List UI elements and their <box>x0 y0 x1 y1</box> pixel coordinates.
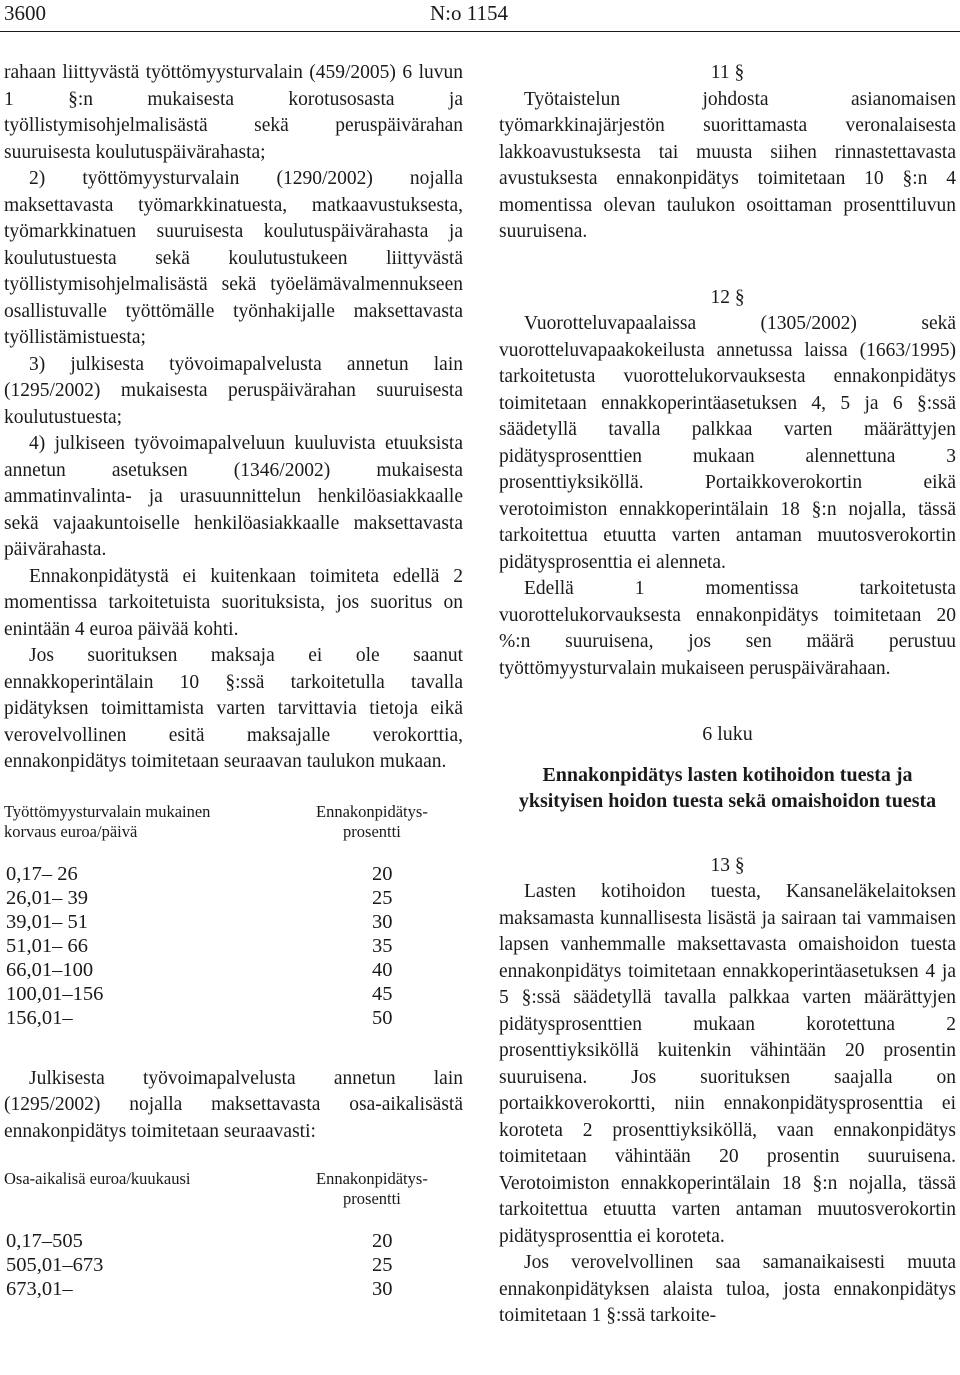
spacer <box>499 748 956 762</box>
table-header-text: Ennakonpidätys- <box>316 1169 428 1188</box>
table-header-left <box>4 1169 190 1189</box>
table-row <box>4 934 463 958</box>
table-header-right <box>316 802 428 842</box>
withholding-table-daily <box>4 802 463 850</box>
issue-number: N:o 1154 <box>430 1 508 25</box>
paragraph: Työtaistelun johdosta asianomaisen työmarkkinajärjestön suorittamasta veronalaisesta lakkoavustuksesta tai muusta siihen rinnastettavasta avustuksesta ennakonpidätys toimitetaan 10 §:n 4 momentissa olevan taulukon osoittaman prosenttiluvun suuruisena. <box>499 88 956 242</box>
percent-cell: 45 <box>372 982 393 1005</box>
right-column <box>499 60 956 1330</box>
percent-cell: 30 <box>372 910 393 933</box>
range-cell: 505,01–673 <box>6 1254 104 1276</box>
percent-cell: 50 <box>372 1006 393 1029</box>
paragraph: rahaan liittyvästä työttömyysturvalain (459/2005) 6 luvun 1 §:n mukaisesta korotusosasta ja työllistymisohjelmalisästä sekä peruspäivärahan suuruisesta koulutuspäivärahasta; <box>4 62 463 163</box>
section-heading: 12 § <box>710 286 745 308</box>
table-header-text: prosentti <box>343 1189 401 1208</box>
table-row <box>4 862 463 886</box>
spacer <box>499 814 956 853</box>
section-heading: 11 § <box>710 62 745 83</box>
table-row <box>4 958 463 982</box>
paragraph: Edellä 1 momentissa tarkoitetusta vuorottelukorvauksesta ennakonpidätys toimitetaan 20 %:n suuruisena, jos sen määrä perustuu työttömyysturvalain mukaiseen peruspäivärahaan. <box>499 578 956 679</box>
range-cell: 0,17–505 <box>6 1230 83 1252</box>
chapter-title: Ennakonpidätys lasten kotihoidon tuesta ja yksityisen hoidon tuesta sekä omaishoidon tuesta <box>518 763 937 812</box>
range-cell: 51,01– 66 <box>6 934 88 957</box>
table-row <box>4 1229 463 1253</box>
percent-cell: 20 <box>372 1230 393 1252</box>
table-header-left <box>4 802 210 842</box>
table-header-right <box>316 1169 428 1209</box>
paragraph: Jos suorituksen maksaja ei ole saanut ennakkoperintälain 10 §:ssä tarkoitetulla tavalla pidätyksen toimittamista varten tarvittavia tietoja eikä verovelvollinen esitä maksajalle verokorttia, ennakonpidätys toimitetaan seuraavan taulukon mukaan. <box>4 645 463 772</box>
table-row <box>4 886 463 910</box>
table-row <box>4 1277 463 1301</box>
paragraph: Jos verovelvollinen saa samanaikaisesti muuta ennakonpidätyksen alaista tuloa, josta ennakonpidätys toimitetaan 1 §:ssä tarkoite- <box>499 1252 956 1326</box>
table-header-text: prosentti <box>343 821 401 841</box>
paragraph: Julkisesta työvoimapalvelusta annetun lain (1295/2002) nojalla maksettavasta osa-aikalisästä ennakonpidätys toimitetaan seuraavasti: <box>4 1067 463 1142</box>
range-cell: 66,01–100 <box>6 958 94 981</box>
percent-cell: 25 <box>372 1254 393 1276</box>
table-row <box>4 1253 463 1277</box>
page-number: 3600 <box>4 1 46 25</box>
table-rows <box>4 1229 463 1301</box>
paragraph: Lasten kotihoidon tuesta, Kansaneläkelaitoksen maksamasta kunnallisesta lisästä ja sairaan tai vammaisen lapsen vanhemmalle maksettavasta omaishoidon tuesta ennakonpidätys toimitetaan ennakkoperintäasetuksen 4 ja 5 §:ssä säädetyllä tavalla palkkaa varten määrättyjen pidätysprosenttien mukaan korotettuna 2 prosenttiyksiköllä kuitenkin vähintään 20 prosentin suuruisena. Jos suorituksen saajalla on portaikkoverokortti, niin ennakonpidätysprosenttia ei koroteta 2 prosenttiyksiköllä, vaan ennakonpidätys toimitetaan vähintään 20 prosentin suuruisena. Verotoimiston ennakkoperintälain 18 §:n nojalla, tässä tarkoitettua etuutta varten antaman muutosverokortin pidätysprosenttia ei koroteta. <box>499 881 956 1247</box>
table-rows <box>4 862 463 1030</box>
range-cell: 673,01– <box>6 1278 73 1300</box>
list-item: 2) työttömyysturvalain (1290/2002) nojalla maksettavasta työmarkkinatuesta, matkaavustuksesta, työmarkkinatuen suuruisesta koulutuspäivärahasta ja koulutustuesta sekä koulutustukeen liittyvästä työllistymisohjelmalisästä sekä työelämävalmennukseen osallistuvalle työttömälle työnhakijalle maksettavasta työllistämistuesta; <box>4 168 463 348</box>
table-row <box>4 910 463 934</box>
percent-cell: 25 <box>372 886 393 909</box>
header-rule <box>0 31 960 32</box>
paragraph: Ennakonpidätystä ei kuitenkaan toimiteta edellä 2 momentissa tarkoitetuista suorituksista, jos suoritus on enintään 4 euroa päivää kohti. <box>4 565 463 640</box>
paragraph: Vuorotteluvapaalaissa (1305/2002) sekä vuorotteluvapaakokeilusta annetussa laissa (1663/1995) tarkoitetusta vuorottelukorvauksesta ennakonpidätys toimitetaan ennakkoperintäasetuksen 4, 5 ja 6 §:ssä säädetyllä tavalla palkkaa varten määrättyjen pidätysprosenttien mukaan alennettuna 3 prosenttiyksiköllä. Portaikkoverokortin eikä verotoimiston ennakkoperintälain 18 §:n nojalla, tässä tarkoitettua etuutta varten antaman muutosverokortin pidätysprosenttia ei alenneta. <box>499 313 956 573</box>
list-item: 4) julkiseen työvoimapalveluun kuuluvista etuuksista annetun asetuksen (1346/2002) mukaisesta ammatinvalinta- ja urasuunnittelun henkilöasiakkaalle sekä vajaakuntoiselle henkilöasiakkaalle maksettavasta päivärahasta. <box>4 433 463 560</box>
range-cell: 26,01– 39 <box>6 886 88 909</box>
range-cell: 156,01– <box>6 1006 73 1029</box>
table-row <box>4 1006 463 1030</box>
withholding-table-monthly <box>4 1169 463 1217</box>
range-cell: 39,01– 51 <box>6 910 88 933</box>
chapter-heading: 6 luku <box>702 723 753 745</box>
percent-cell: 40 <box>372 958 393 981</box>
range-cell: 0,17– 26 <box>6 862 78 885</box>
spacer <box>499 246 956 285</box>
percent-cell: 20 <box>372 862 393 885</box>
table-row <box>4 982 463 1006</box>
table-header-text: Osa-aikalisä euroa/kuukausi <box>4 1169 191 1188</box>
spacer <box>499 682 956 721</box>
percent-cell: 35 <box>372 934 393 957</box>
table-header-text: Työttömyysturvalain mukainen <box>4 801 211 821</box>
list-item: 3) julkisesta työvoimapalvelusta annetun lain (1295/2002) mukaisesta peruspäivärahan suuruisesta koulutustuesta; <box>4 353 463 428</box>
percent-cell: 30 <box>372 1278 393 1300</box>
table-header-text: korvaus euroa/päivä <box>4 821 138 841</box>
section-heading: 13 § <box>710 854 745 876</box>
table-header-text: Ennakonpidätys- <box>316 801 428 821</box>
left-column <box>4 60 463 1301</box>
range-cell: 100,01–156 <box>6 982 104 1005</box>
